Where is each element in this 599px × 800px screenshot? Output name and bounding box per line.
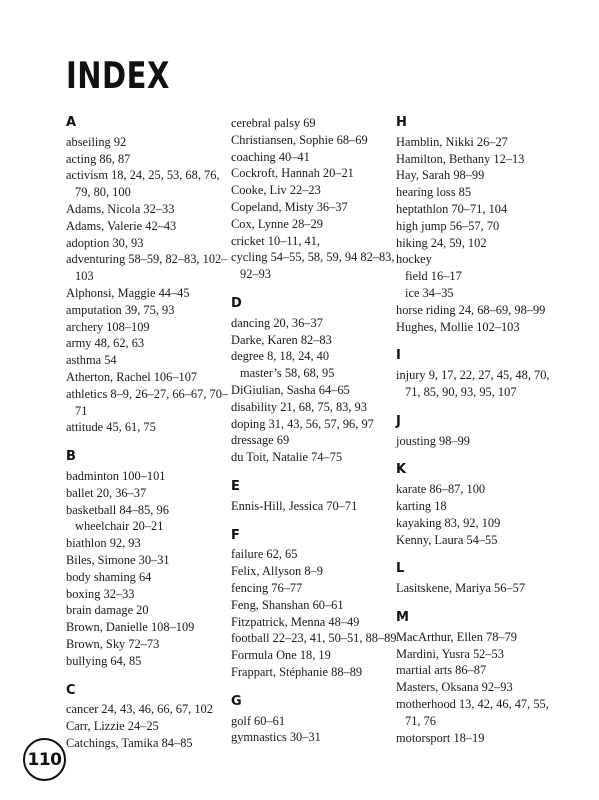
index-entry: abseiling 92 xyxy=(66,134,127,149)
index-entry: Frappart, Stéphanie 88–89 xyxy=(231,664,363,679)
index-entry: cricket 10–11, 41, xyxy=(231,233,321,248)
index-entry: Christiansen, Sophie 68–69 xyxy=(231,132,368,147)
index-entry: Alphonsi, Maggie 44–45 xyxy=(66,285,190,300)
index-entry: hockey xyxy=(396,252,432,267)
index-entry: acting 86, 87 xyxy=(66,151,131,166)
index-entry: Formula One 18, 19 xyxy=(231,648,331,663)
index-entry: hiking 24, 59, 102 xyxy=(396,235,487,250)
index-entry: Kenny, Laura 54–55 xyxy=(396,532,498,547)
index-entry: adventuring 58–59, 82–83, 102–103 xyxy=(66,252,228,284)
index-entry: MacArthur, Ellen 78–79 xyxy=(396,629,517,644)
index-entry: DiGiulian, Sasha 64–65 xyxy=(231,382,350,397)
index-entry: dressage 69 xyxy=(231,433,290,448)
index-entry: Brown, Sky 72–73 xyxy=(66,636,160,651)
index-entry: Carr, Lizzie 24–25 xyxy=(66,719,159,734)
index-entry: high jump 56–57, 70 xyxy=(396,218,500,233)
page-number: 110 xyxy=(27,749,62,770)
index-entry: basketball 84–85, 96 xyxy=(66,502,169,517)
index-entry: cerebral palsy 69 xyxy=(231,116,316,130)
section-letter: B xyxy=(66,449,76,465)
index-entry: degree 8, 18, 24, 40 xyxy=(231,349,330,364)
section-letter: M xyxy=(396,609,409,625)
index-entry: Hay, Sarah 98–99 xyxy=(396,168,485,183)
index-entry: karting 18 xyxy=(396,498,447,513)
index-entry: Lasitskene, Mariya 56–57 xyxy=(396,581,526,596)
index-entry: motorsport 18–19 xyxy=(396,730,485,745)
index-subentry: master’s 58, 68, 95 xyxy=(240,366,335,381)
index-column-3 xyxy=(396,115,566,746)
section-letter: I xyxy=(396,348,401,364)
index-entry: asthma 54 xyxy=(66,353,117,368)
index-entry: cycling 54–55, 58, 59, 94 82–83, 92–93 xyxy=(231,250,395,282)
index-subentry: ice 34–35 xyxy=(405,285,454,300)
index-entry: biathlon 92, 93 xyxy=(66,536,141,551)
index-entry: Brown, Danielle 108–109 xyxy=(66,620,195,635)
index-entry: football 22–23, 41, 50–51, 88–89 xyxy=(231,631,397,646)
section-letter: D xyxy=(231,295,242,311)
index-section xyxy=(396,561,566,597)
index-entry: disability 21, 68, 75, 83, 93 xyxy=(231,399,367,414)
index-entry: dancing 20, 36–37 xyxy=(231,315,323,330)
index-entry: Copeland, Misty 36–37 xyxy=(231,199,348,214)
index-entry: Fitzpatrick, Menna 48–49 xyxy=(231,614,360,629)
index-entry: Adams, Valerie 42–43 xyxy=(66,218,177,233)
index-section xyxy=(396,348,566,400)
section-letter: L xyxy=(396,561,405,577)
index-entry: failure 62, 65 xyxy=(231,547,298,562)
index-entry: boxing 32–33 xyxy=(66,586,135,601)
index-entry: gymnastics 30–31 xyxy=(231,730,321,745)
index-entry: Hamblin, Nikki 26–27 xyxy=(396,134,508,149)
index-entry: jousting 98–99 xyxy=(396,433,471,448)
index-entry: Catchings, Tamika 84–85 xyxy=(66,735,193,750)
index-section xyxy=(231,479,401,515)
index-entry: Feng, Shanshan 60–61 xyxy=(231,597,344,612)
section-letter: C xyxy=(66,682,76,698)
section-letter: A xyxy=(66,115,77,130)
section-letter: G xyxy=(231,693,242,709)
index-entry: badminton 100–101 xyxy=(66,468,166,483)
index-entry: archery 108–109 xyxy=(66,319,150,334)
index-entry: athletics 8–9, 26–27, 66–67, 70–71 xyxy=(66,386,229,418)
index-section xyxy=(396,462,566,548)
index-entry: hearing loss 85 xyxy=(396,185,472,200)
index-subentry: field 16–17 xyxy=(405,269,462,284)
index-section xyxy=(231,115,401,283)
index-entry: Cox, Lynne 28–29 xyxy=(231,216,323,231)
index-entry: Darke, Karen 82–83 xyxy=(231,332,332,347)
index-entry: army 48, 62, 63 xyxy=(66,336,145,351)
index-entry: injury 9, 17, 22, 27, 45, 48, 70, 71, 85, 90, 93, 95, 107 xyxy=(396,368,550,399)
section-letter: J xyxy=(396,413,401,429)
index-section xyxy=(231,528,401,681)
index-entry: Felix, Allyson 8–9 xyxy=(231,564,323,579)
page-number-badge xyxy=(23,738,66,781)
index-entry: Atherton, Rachel 106–107 xyxy=(66,369,198,384)
index-entry: amputation 39, 75, 93 xyxy=(66,302,175,317)
index-entry: golf 60–61 xyxy=(231,713,286,728)
index-entry: Biles, Simone 30–31 xyxy=(66,552,170,567)
index-section xyxy=(396,610,566,746)
index-section xyxy=(66,449,236,669)
index-entry: martial arts 86–87 xyxy=(396,663,487,678)
index-entry: kayaking 83, 92, 109 xyxy=(396,515,501,530)
index-entry: brain damage 20 xyxy=(66,603,149,618)
index-entry: doping 31, 43, 56, 57, 96, 97 xyxy=(231,416,374,431)
index-entry: bullying 64, 85 xyxy=(66,653,142,668)
index-entry: motherhood 13, 42, 46, 47, 55, 71, 76 xyxy=(396,696,549,728)
index-entry: activism 18, 24, 25, 53, 68, 76, 79, 80, 100 xyxy=(66,168,220,200)
index-subentry: wheelchair 20–21 xyxy=(75,519,164,534)
index-entry: attitude 45, 61, 75 xyxy=(66,420,156,435)
index-entry: fencing 76–77 xyxy=(231,580,303,595)
index-entry: cancer 24, 43, 46, 66, 67, 102 xyxy=(66,702,213,717)
index-section xyxy=(231,694,401,746)
index-section xyxy=(396,414,566,450)
page-title: INDEX xyxy=(66,54,170,97)
index-section xyxy=(66,115,236,436)
index-section xyxy=(66,683,236,752)
section-letter: E xyxy=(231,478,240,494)
index-entry: Adams, Nicola 32–33 xyxy=(66,201,175,216)
index-entry: Ennis-Hill, Jessica 70–71 xyxy=(231,498,358,513)
index-entry: adoption 30, 93 xyxy=(66,235,144,250)
index-entry: Masters, Oksana 92–93 xyxy=(396,680,513,695)
index-entry: body shaming 64 xyxy=(66,569,152,584)
index-entry: Mardini, Yusra 52–53 xyxy=(396,646,504,661)
index-column-1 xyxy=(66,115,236,752)
section-letter: K xyxy=(396,462,407,478)
index-entry: ballet 20, 36–37 xyxy=(66,485,147,500)
index-entry: Cockroft, Hannah 20–21 xyxy=(231,166,354,181)
index-column-2 xyxy=(231,115,401,746)
index-section xyxy=(231,296,401,466)
index-entry: karate 86–87, 100 xyxy=(396,482,486,497)
index-entry: Hughes, Mollie 102–103 xyxy=(396,319,520,334)
section-letter: F xyxy=(231,527,240,543)
index-entry: coaching 40–41 xyxy=(231,149,310,164)
index-entry: du Toit, Natalie 74–75 xyxy=(231,450,343,465)
index-entry: Hamilton, Bethany 12–13 xyxy=(396,151,525,166)
section-letter: H xyxy=(396,115,407,130)
index-entry: Cooke, Liv 22–23 xyxy=(231,183,321,198)
index-entry: horse riding 24, 68–69, 98–99 xyxy=(396,302,546,317)
index-entry: heptathlon 70–71, 104 xyxy=(396,201,508,216)
index-section xyxy=(396,115,566,335)
